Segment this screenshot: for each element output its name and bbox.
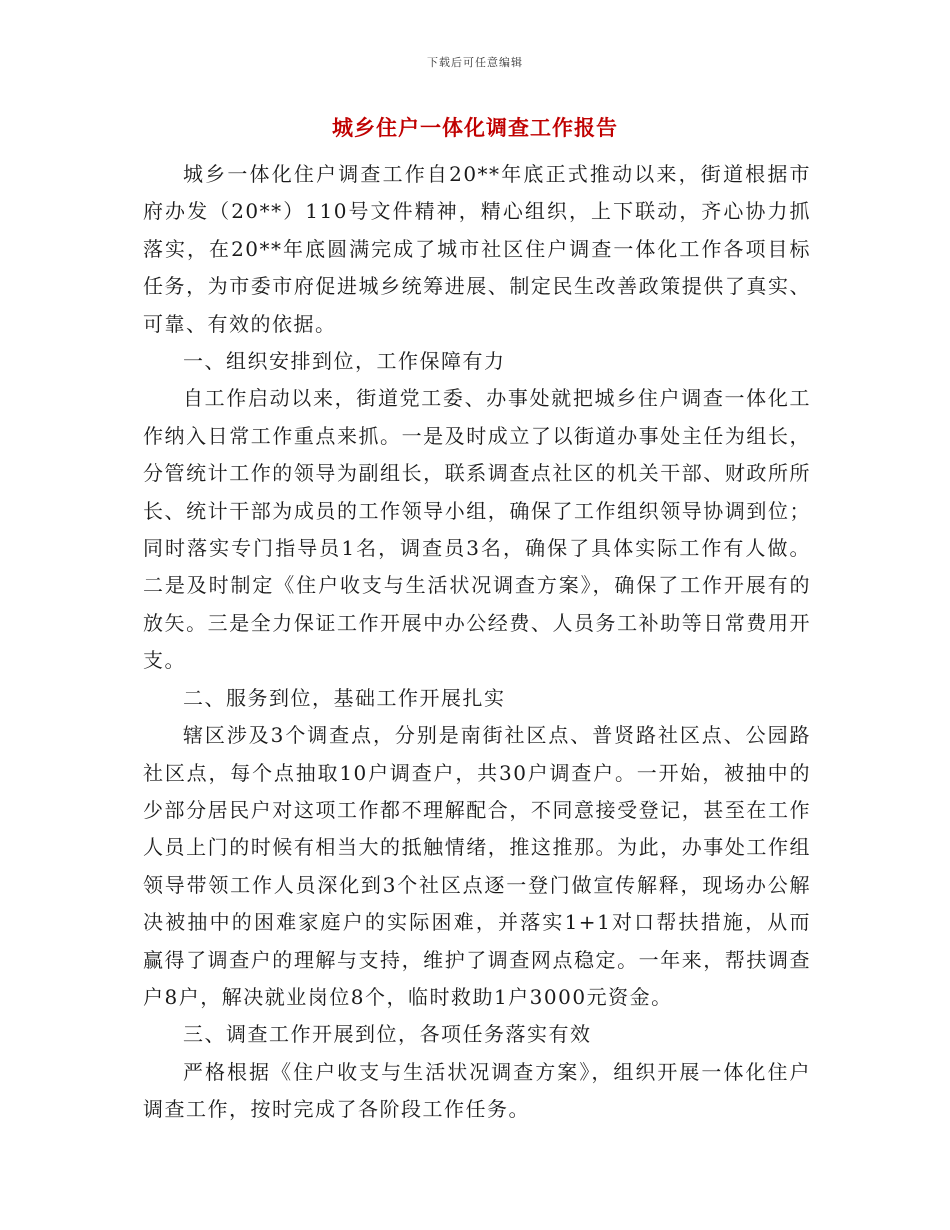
section-heading-3: 三、调查工作开展到位，各项任务落实有效 [183, 1022, 592, 1047]
header-note: 下载后可任意编辑 [427, 56, 523, 69]
paragraph-section-3: 严格根据《住户收支与生活状况调查方案》，组织开展一体化住户调查工作，按时完成了各阶段工作任务。 [143, 1059, 811, 1122]
document-title: 城乡住户一体化调查工作报告 [332, 115, 618, 140]
paragraph-section-1: 自工作启动以来，街道党工委、办事处就把城乡住户调查一体化工作纳入日常工作重点来抓。一是及时成立了以街道办事处主任为组长，分管统计工作的领导为副组长，联系调查点社区的机关干部、财政所所长、统计干部为成员的工作领导小组，确保了工作组织领导协调到位；同时落实专门指导员1名，调查员3名，确保了具体实际工作有人做。二是及时制定《住户收支与生活状况调查方案》，确保了工作开展有的放矢。三是全力保证工作开展中办公经费、人员务工补助等日常费用开支。 [143, 386, 811, 673]
section-heading-2: 二、服务到位，基础工作开展扎实 [183, 685, 506, 710]
paragraph-section-2: 辖区涉及3个调查点，分别是南街社区点、普贤路社区点、公园路社区点，每个点抽取10户调查户，共30户调查户。一开始，被抽中的少部分居民户对这项工作都不理解配合，不同意接受登记，甚至在工作人员上门的时候有相当大的抵触情绪，推这推那。为此，办事处工作组领导带领工作人员深化到3个社区点逐一登门做宣传解释，现场办公解决被抽中的困难家庭户的实际困难，并落实1+1对口帮扶措施，从而赢得了调查户的理解与支持，维护了调查网点稳定。一年来，帮扶调查户8户，解决就业岗位8个，临时救助1户3000元资金。 [143, 723, 811, 1009]
section-heading-1: 一、组织安排到位，工作保障有力 [183, 349, 506, 374]
document-body [143, 156, 811, 1129]
paragraph-intro: 城乡一体化住户调查工作自20**年底正式推动以来，街道根据市府办发（20**）110号文件精神，精心组织，上下联动，齐心协力抓落实，在20**年底圆满完成了城市社区住户调查一体化工作各项目标任务，为市委市府促进城乡统筹进展、制定民生改善政策提供了真实、可靠、有效的依据。 [143, 162, 811, 336]
